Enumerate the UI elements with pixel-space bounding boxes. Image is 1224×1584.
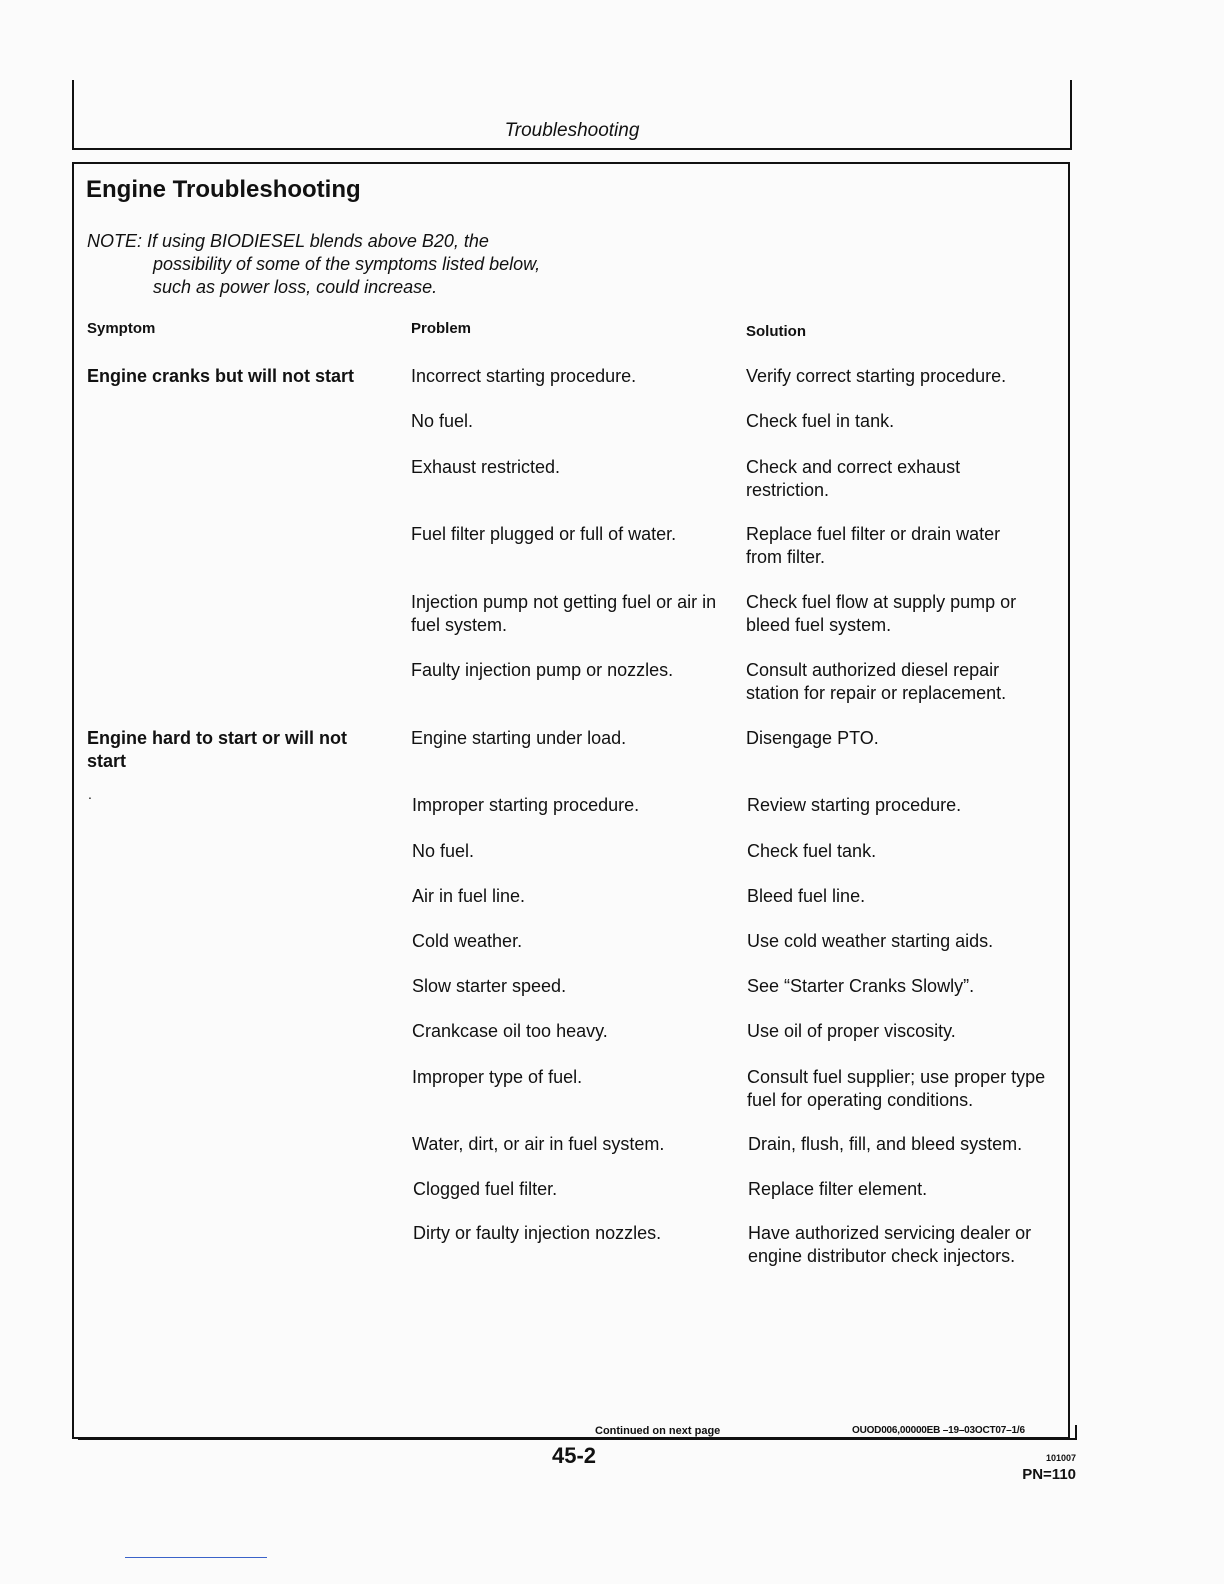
date-code: 101007	[1045, 1453, 1076, 1463]
stray-mark: .	[88, 786, 92, 802]
pn-label: PN=110	[1022, 1466, 1076, 1483]
continued-on-next-page: Continued on next page	[595, 1425, 721, 1437]
problem-cell: Engine starting under load.	[411, 728, 627, 748]
solution-cell: Replace filter element.	[748, 1179, 928, 1199]
solution-cell: Check fuel in tank.	[746, 411, 895, 431]
problem-cell: Fuel filter plugged or full of water.	[411, 524, 677, 544]
solution-cell: Check fuel flow at supply pump or bleed fuel system.	[746, 592, 1017, 635]
symptom-label: Engine hard to start or will not start	[87, 728, 348, 771]
column-header-symptom: Symptom	[87, 320, 156, 337]
column-header-problem: Problem	[411, 320, 472, 337]
note-line: possibility of some of the symptoms listed below,	[153, 254, 541, 274]
problem-cell: Improper type of fuel.	[412, 1067, 583, 1087]
problem-cell: Incorrect starting procedure.	[411, 366, 637, 386]
problem-cell: Clogged fuel filter.	[413, 1179, 558, 1199]
solution-cell: Use oil of proper viscosity.	[747, 1021, 956, 1041]
note-line: NOTE: If using BIODIESEL blends above B20, the	[87, 231, 489, 251]
problem-cell: Air in fuel line.	[412, 886, 526, 906]
solution-cell: Replace fuel filter or drain water from filter.	[746, 524, 1001, 567]
problem-cell: Improper starting procedure.	[412, 795, 640, 815]
running-header: Troubleshooting	[504, 120, 640, 141]
solution-cell: Drain, flush, fill, and bleed system.	[748, 1134, 1023, 1154]
problem-cell: Water, dirt, or air in fuel system.	[412, 1134, 665, 1154]
solution-cell: Bleed fuel line.	[747, 886, 866, 906]
solution-cell: Consult fuel supplier; use proper type fuel for operating conditions.	[747, 1067, 1046, 1110]
problem-cell: No fuel.	[411, 411, 474, 431]
solution-cell: Review starting procedure.	[747, 795, 962, 815]
section-title: Engine Troubleshooting	[86, 176, 361, 203]
note-line: such as power loss, could increase.	[153, 277, 438, 297]
problem-cell: Crankcase oil too heavy.	[412, 1021, 608, 1041]
header-bottom-rule	[72, 148, 1072, 150]
symptom-label: Engine cranks but will not start	[87, 366, 355, 386]
problem-cell: Faulty injection pump or nozzles.	[411, 660, 674, 680]
problem-cell: Exhaust restricted.	[411, 457, 561, 477]
footer-right-tick	[1075, 1425, 1077, 1440]
problem-cell: Dirty or faulty injection nozzles.	[413, 1223, 662, 1243]
footer-rule	[78, 1438, 1076, 1440]
solution-cell: See “Starter Cranks Slowly”.	[747, 976, 975, 996]
solution-cell: Consult authorized diesel repair station for repair or replacement.	[746, 660, 1007, 703]
problem-cell: Cold weather.	[412, 931, 523, 951]
column-header-solution: Solution	[746, 323, 806, 340]
solution-cell: Have authorized servicing dealer or engine distributor check injectors.	[748, 1223, 1032, 1266]
solution-cell: Verify correct starting procedure.	[746, 366, 1007, 386]
document-reference: OUOD006,00000EB –19–03OCT07–1/6	[852, 1425, 1025, 1436]
blue-underline	[125, 1557, 267, 1558]
solution-cell: Use cold weather starting aids.	[747, 931, 994, 951]
problem-cell: No fuel.	[412, 841, 475, 861]
note	[87, 230, 540, 299]
problem-cell: Slow starter speed.	[412, 976, 567, 996]
solution-cell: Disengage PTO.	[746, 728, 879, 748]
problem-cell: Injection pump not getting fuel or air in fuel system.	[411, 592, 717, 635]
solution-cell: Check and correct exhaust restriction.	[746, 457, 961, 500]
page-number: 45-2	[552, 1443, 597, 1468]
solution-cell: Check fuel tank.	[747, 841, 877, 861]
